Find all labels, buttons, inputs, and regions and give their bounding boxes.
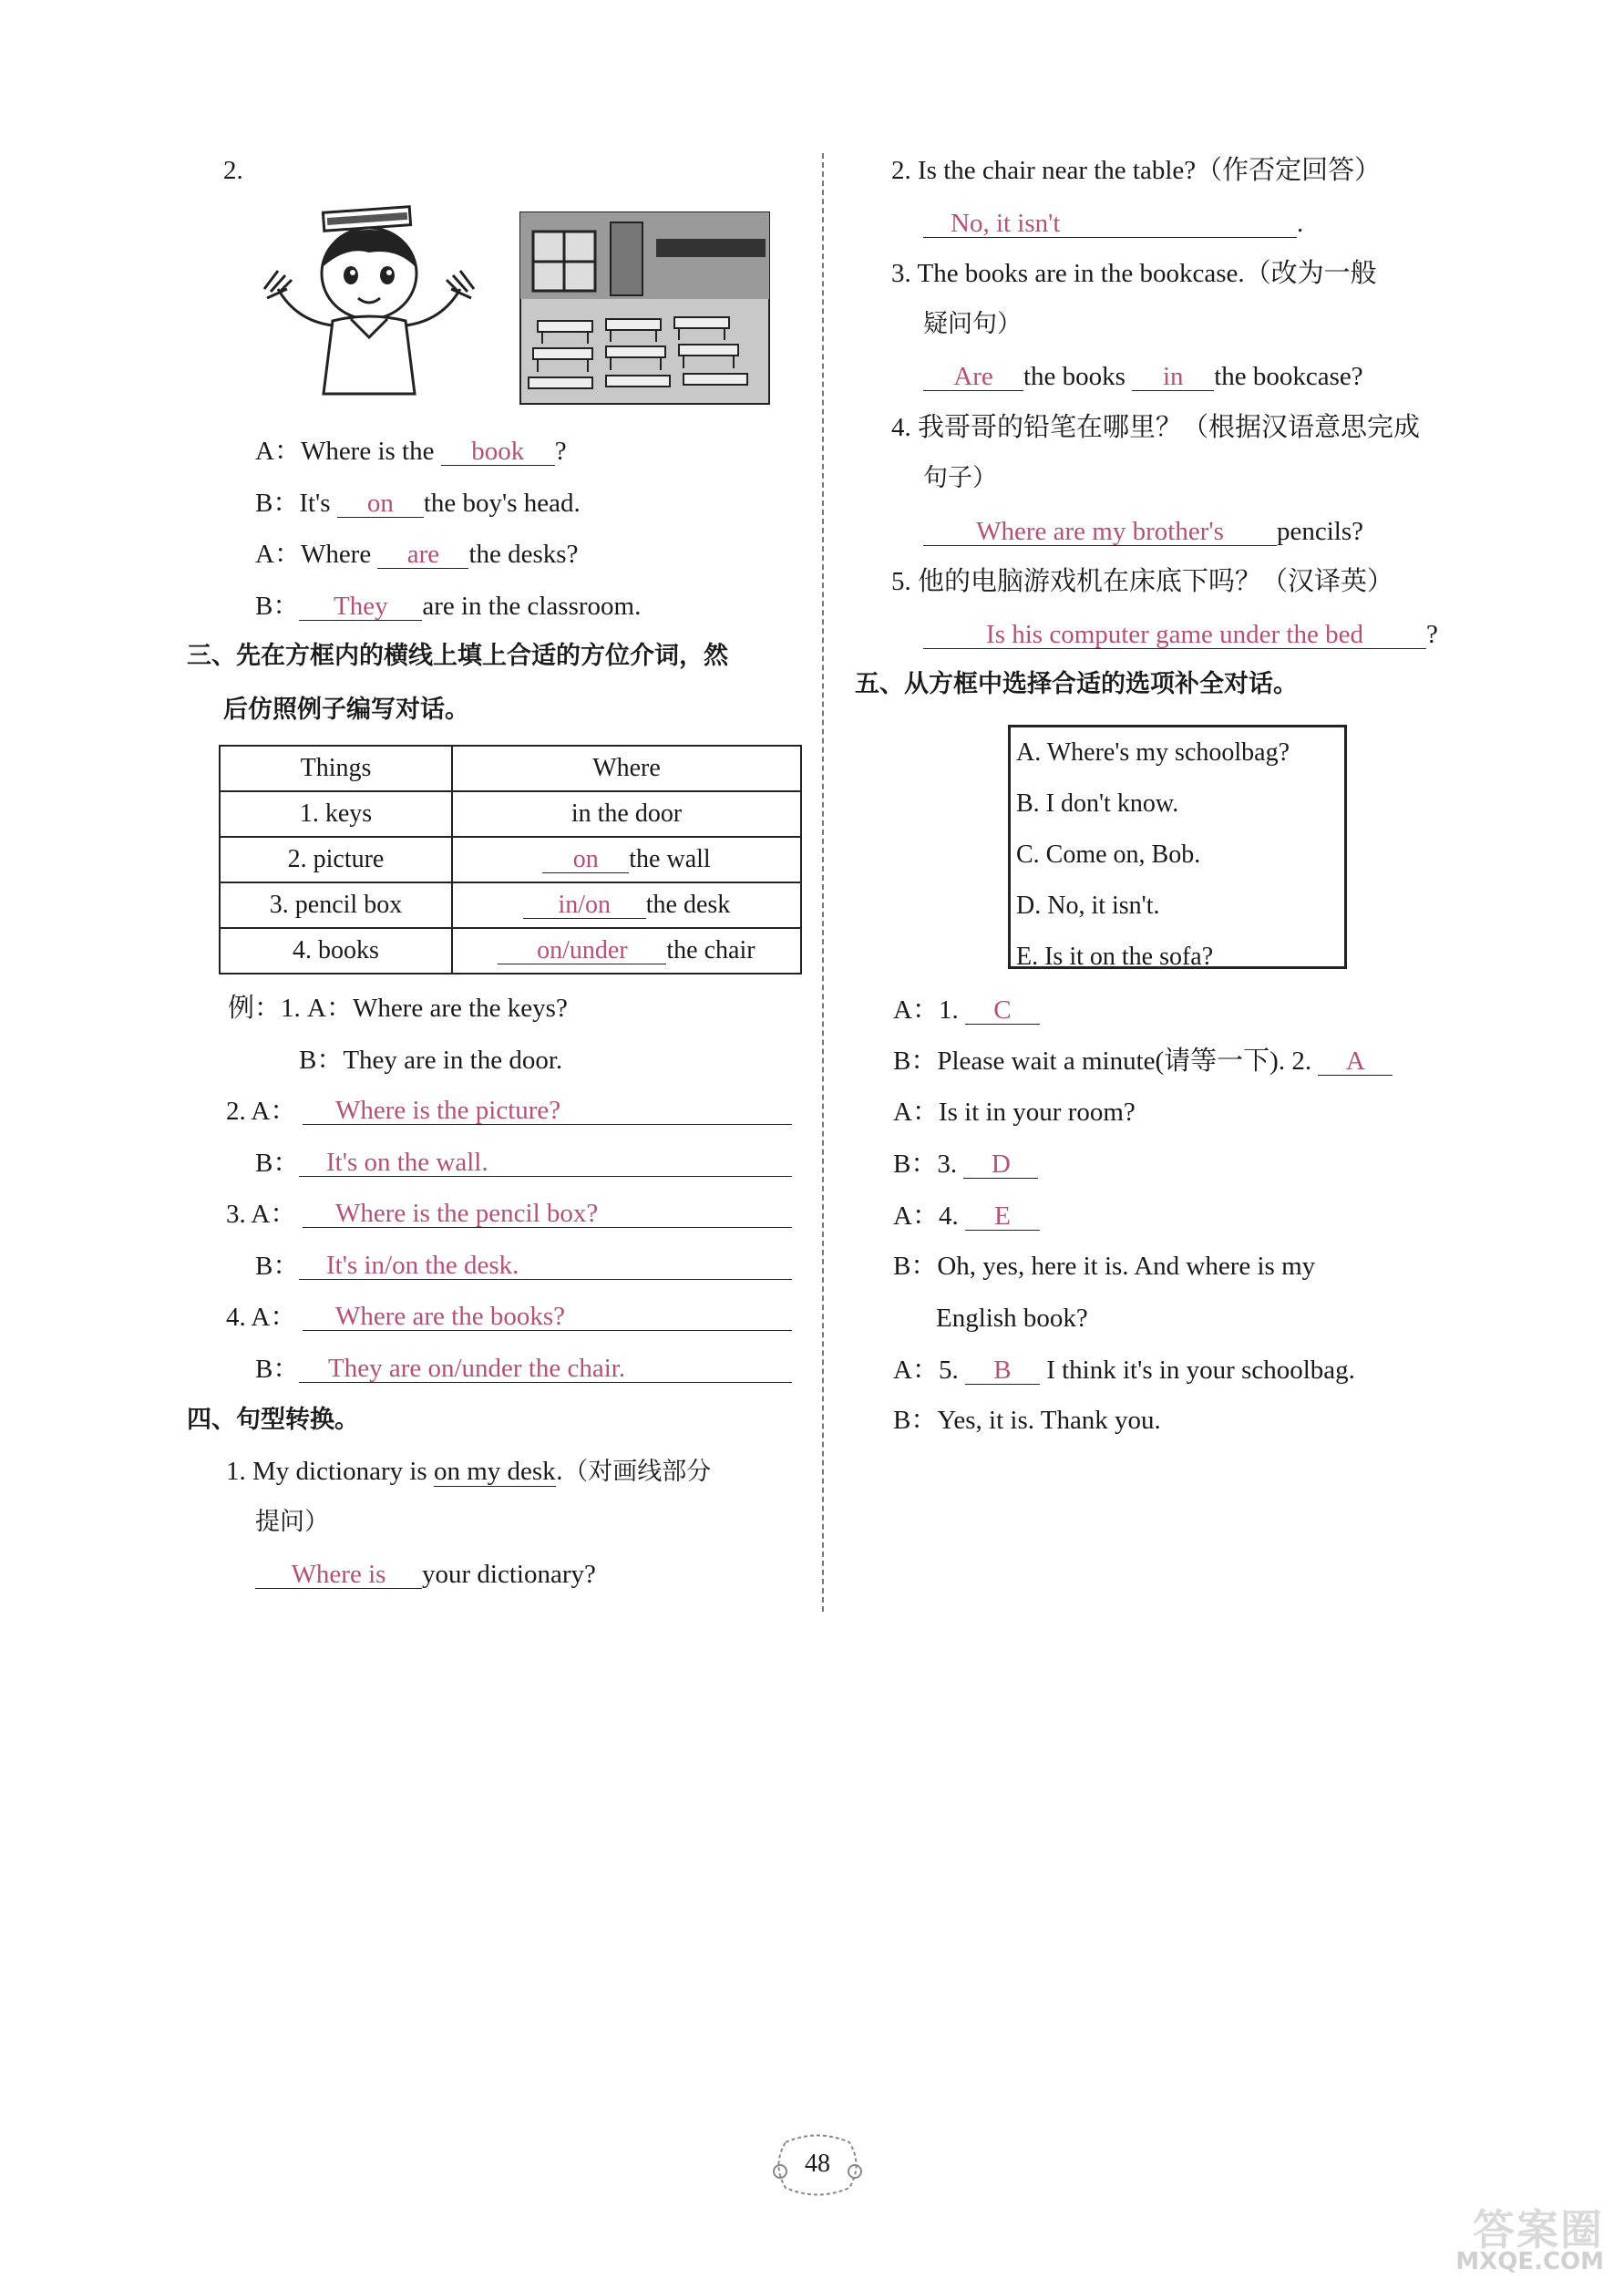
answer-blank[interactable]: on	[542, 846, 629, 873]
section-3-title-cont: 后仿照例子编写对话。	[223, 696, 469, 724]
underlined-phrase: on my desk	[433, 1457, 556, 1486]
section-5-title: 五、从方框中选择合适的选项补全对话。	[855, 670, 1298, 698]
dialog-6-cont: English book?	[936, 1304, 1088, 1333]
s4-q4-line2: 句子）	[923, 464, 997, 492]
watermark-url: MXQE.COM	[1455, 2248, 1604, 2275]
answer-blank[interactable]: Where is	[255, 1561, 422, 1589]
s4-q1-answer: Where is your dictionary?	[255, 1561, 596, 1589]
answer-blank[interactable]: D	[963, 1150, 1038, 1179]
option-e: E. Is it on the sofa?	[1016, 943, 1214, 971]
table-row: 1. keys in the door	[220, 791, 801, 837]
page-number-badge	[767, 2124, 868, 2206]
s4-q3: 3. The books are in the bookcase.（改为一般	[891, 259, 1377, 288]
section-3-title: 三、先在方框内的横线上填上合适的方位介词，然	[187, 642, 728, 670]
answer-line[interactable]: Where is the pencil box?	[303, 1201, 792, 1228]
dialog-4: B：3. D	[893, 1150, 1038, 1179]
answer-line[interactable]: They are on/under the chair.	[299, 1356, 792, 1383]
dialog-line-3: A：Where are the desks?	[255, 540, 579, 569]
classroom-illustration	[519, 211, 770, 405]
s4-q2: 2. Is the chair near the table?（作否定回答）	[891, 156, 1382, 185]
pair-3-a-label: 3. A：	[226, 1200, 297, 1229]
dialog-7: A：5. B I think it's in your schoolbag.	[893, 1356, 1355, 1385]
answer-blank[interactable]: on	[337, 490, 424, 518]
pair-3-b-label: B：	[255, 1252, 300, 1281]
dialog-1: A：1. C	[893, 996, 1040, 1025]
watermark-logo: 答案圈	[1473, 2205, 1604, 2254]
example-a: 例：1. A：Where are the keys?	[228, 994, 568, 1023]
answer-blank[interactable]: No, it isn't	[923, 210, 1297, 238]
question-number: 2.	[223, 156, 243, 185]
s4-q5: 5. 他的电脑游戏机在床底下吗？（汉译英）	[891, 567, 1394, 596]
s4-q4: 4. 我哥哥的铅笔在哪里？（根据汉语意思完成	[891, 413, 1421, 442]
answer-blank[interactable]: E	[965, 1202, 1040, 1231]
option-a: A. Where's my schoolbag?	[1016, 738, 1290, 767]
answer-line[interactable]: Where is the picture?	[303, 1098, 792, 1125]
dialog-6: B：Oh, yes, here it is. And where is my	[893, 1252, 1316, 1281]
answer-line[interactable]: It's in/on the desk.	[299, 1253, 792, 1280]
page-number: 48	[805, 2150, 830, 2178]
answer-line[interactable]: Where are the books?	[303, 1304, 792, 1331]
dialog-line-4: B： They are in the classroom.	[255, 592, 642, 621]
dialog-5: A：4. E	[893, 1202, 1040, 1231]
answer-blank[interactable]: are	[377, 541, 468, 569]
answer-blank[interactable]: on/under	[498, 937, 666, 964]
s4-q5-answer: Is his computer game under the bed ?	[923, 621, 1438, 649]
dialog-8: B：Yes, it is. Thank you.	[893, 1406, 1161, 1435]
answer-line[interactable]: It's on the wall.	[299, 1150, 792, 1177]
option-c: C. Come on, Bob.	[1016, 840, 1201, 869]
answer-blank[interactable]: B	[965, 1356, 1040, 1385]
answer-blank[interactable]: They	[299, 593, 422, 621]
answer-blank[interactable]: Is his computer game under the bed	[923, 621, 1426, 649]
s4-q3-line2: 疑问句）	[923, 310, 1022, 338]
answer-blank[interactable]: in/on	[523, 892, 646, 919]
dialog-line-2: B：It's on the boy's head.	[255, 489, 581, 518]
answer-blank[interactable]: A	[1318, 1047, 1393, 1076]
column-divider	[822, 153, 824, 1612]
options-box	[1008, 725, 1347, 969]
s4-q2-answer: No, it isn't .	[923, 210, 1303, 238]
answer-blank[interactable]: book	[441, 438, 555, 466]
dialog-line-1: A：Where is the book ?	[255, 437, 567, 466]
section-4-title: 四、句型转换。	[187, 1406, 359, 1434]
example-b: B：They are in the door.	[299, 1046, 563, 1075]
s4-q1-line2: 提问）	[255, 1508, 329, 1536]
option-b: B. I don't know.	[1016, 789, 1179, 818]
s4-q4-answer: Where are my brother's pencils?	[923, 518, 1363, 546]
dialog-3: A：Is it in your room?	[893, 1098, 1136, 1127]
answer-blank[interactable]: Are	[923, 363, 1023, 391]
table-row: 3. pencil box in/on the desk	[220, 882, 801, 928]
table-row: 2. picture on the wall	[220, 837, 801, 882]
dialog-2: B：Please wait a minute(请等一下). 2. A	[893, 1047, 1393, 1076]
option-d: D. No, it isn't.	[1016, 892, 1160, 920]
s4-q1: 1. My dictionary is on my desk.（对画线部分	[226, 1457, 712, 1486]
answer-blank[interactable]: Where are my brother's	[923, 518, 1277, 546]
table-header: Where	[452, 746, 801, 791]
pair-2-b-label: B：	[255, 1149, 300, 1178]
site-watermark	[1331, 2197, 1613, 2277]
table-row: 4. books on/under the chair	[220, 928, 801, 974]
answer-blank[interactable]: in	[1132, 363, 1214, 391]
pair-2-a-label: 2. A：	[226, 1097, 297, 1126]
boy-with-book-illustration	[260, 202, 478, 403]
pair-4-b-label: B：	[255, 1355, 300, 1384]
pair-4-a-label: 4. A：	[226, 1303, 297, 1332]
table-header: Things	[220, 746, 452, 791]
s4-q3-answer: Are the books in the bookcase?	[923, 363, 1363, 391]
answer-blank[interactable]: C	[965, 996, 1040, 1025]
things-where-table	[219, 745, 802, 975]
